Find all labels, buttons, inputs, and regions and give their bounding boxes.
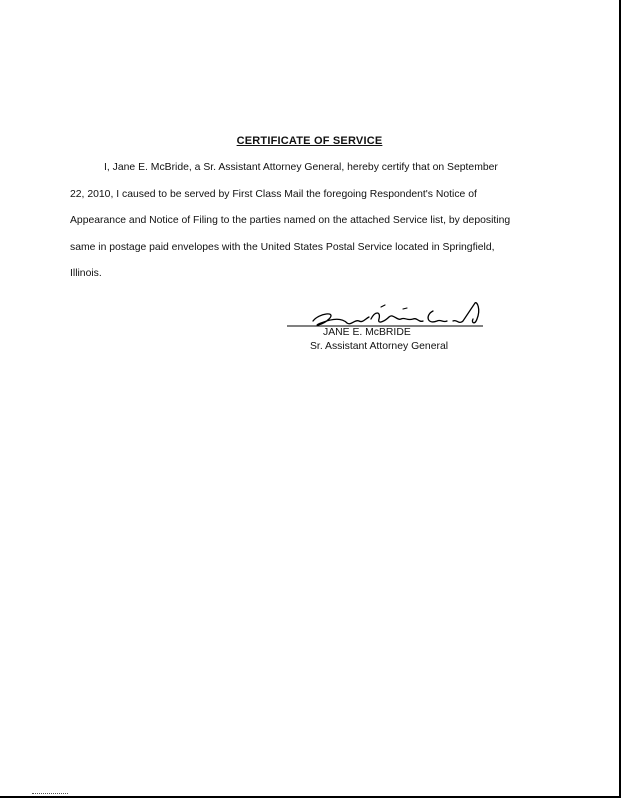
- body-line: Appearance and Notice of Filing to the parties named on the attached Service list, by depositing: [70, 215, 511, 227]
- body-line: 22, 2010, I caused to be served by First Class Mail the foregoing Respondent's Notice of: [70, 188, 477, 200]
- document-title: CERTIFICATE OF SERVICE: [236, 135, 383, 147]
- scan-edge-mark: [32, 793, 68, 795]
- signer-title: Sr. Assistant Attorney General: [310, 341, 449, 352]
- certificate-paragraph: [70, 155, 550, 288]
- body-line: same in postage paid envelopes with the United States Postal Service located in Springfield,: [70, 241, 495, 253]
- body-line: Illinois.: [70, 268, 102, 280]
- body-line: I, Jane E. McBride, a Sr. Assistant Attorney General, hereby certify that on September: [104, 162, 498, 173]
- certificate-body: [70, 155, 550, 288]
- signer-name: JANE E. McBRIDE: [323, 327, 411, 338]
